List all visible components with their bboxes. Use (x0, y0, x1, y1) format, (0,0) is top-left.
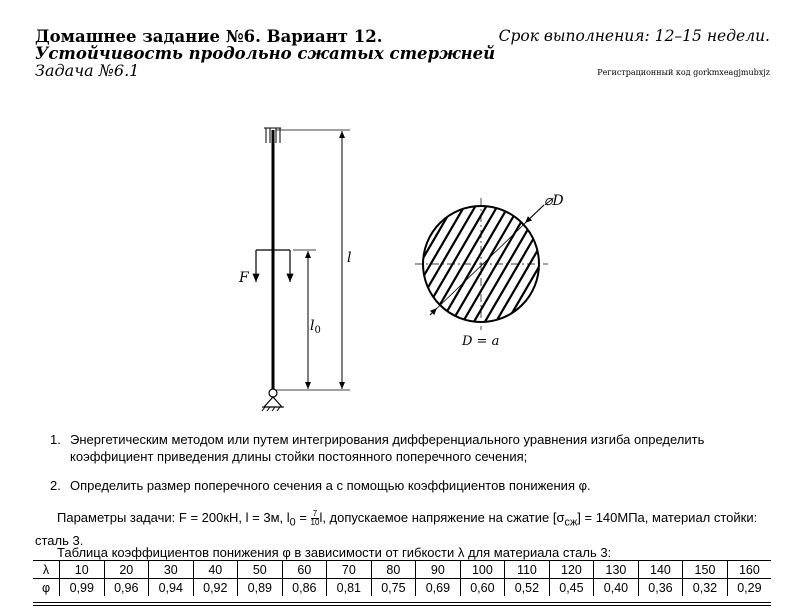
dimension-l-label: l (347, 250, 352, 266)
list-item: 2. Определить размер поперечного сечения a с помощью коэффициентов понижения φ. (50, 478, 591, 493)
list-item: 1. Энергетическим методом или путем интегрирования дифференциального уравнения изгиба определить коэффициент приведения длины стойки постоянного поперечного сечения; (50, 431, 775, 465)
diameter-label: ⌀D (544, 193, 564, 209)
bottom-rule (33, 602, 771, 603)
fraction: $\frac{7}{10}$ (310, 509, 320, 528)
registration-code: Регистрационный код gorkmxeagjmubxjz (597, 68, 770, 77)
task-items (50, 431, 775, 506)
task-parameters: Параметры задачи: F = 200кН, l = 3м, $l_0$ = $\frac{7}{10}$ l, допускаемое напряжение на сжатие $[\sigma_{сж}] = 140МПа$, материал стойки: сталь 3. (35, 509, 758, 548)
page-title: Домашнее задание №6. Вариант 12. (35, 27, 383, 46)
deadline: Срок выполнения: 12–15 недели. (498, 27, 770, 45)
item-text: Энергетическим методом или путем интегрирования дифференциального уравнения изгиба определить коэффициент приведения длины стойки постоянного поперечного сечения; (70, 432, 705, 464)
diameter-equation: D = a (462, 334, 500, 349)
task-number: Задача №6.1 (35, 61, 140, 80)
item-text: Определить размер поперечного сечения a с помощью коэффициентов понижения φ. (70, 478, 591, 493)
table-caption: Таблица коэффициентов понижения φ в зависимости от гибкости λ для материала сталь 3: (57, 545, 612, 560)
table-row-lambda: λ 10 20 30 40 50 60 70 80 90 100 110 120 130 140 150 160 (33, 561, 771, 579)
table-row-phi: φ 0,99 0,96 0,94 0,92 0,89 0,86 0,81 0,75 0,69 0,60 0,52 0,45 0,40 0,36 0,32 0,29 (33, 579, 771, 597)
pin-support-bottom (262, 389, 284, 411)
dimension-l (276, 130, 350, 390)
bottom-rule-2 (33, 605, 771, 606)
coefficient-table (33, 560, 771, 596)
dimension-l0-label: $l_0$ (310, 318, 321, 336)
page-subtitle: Устойчивость продольно сжатых стержней (35, 44, 496, 63)
force-label: F (239, 270, 249, 286)
